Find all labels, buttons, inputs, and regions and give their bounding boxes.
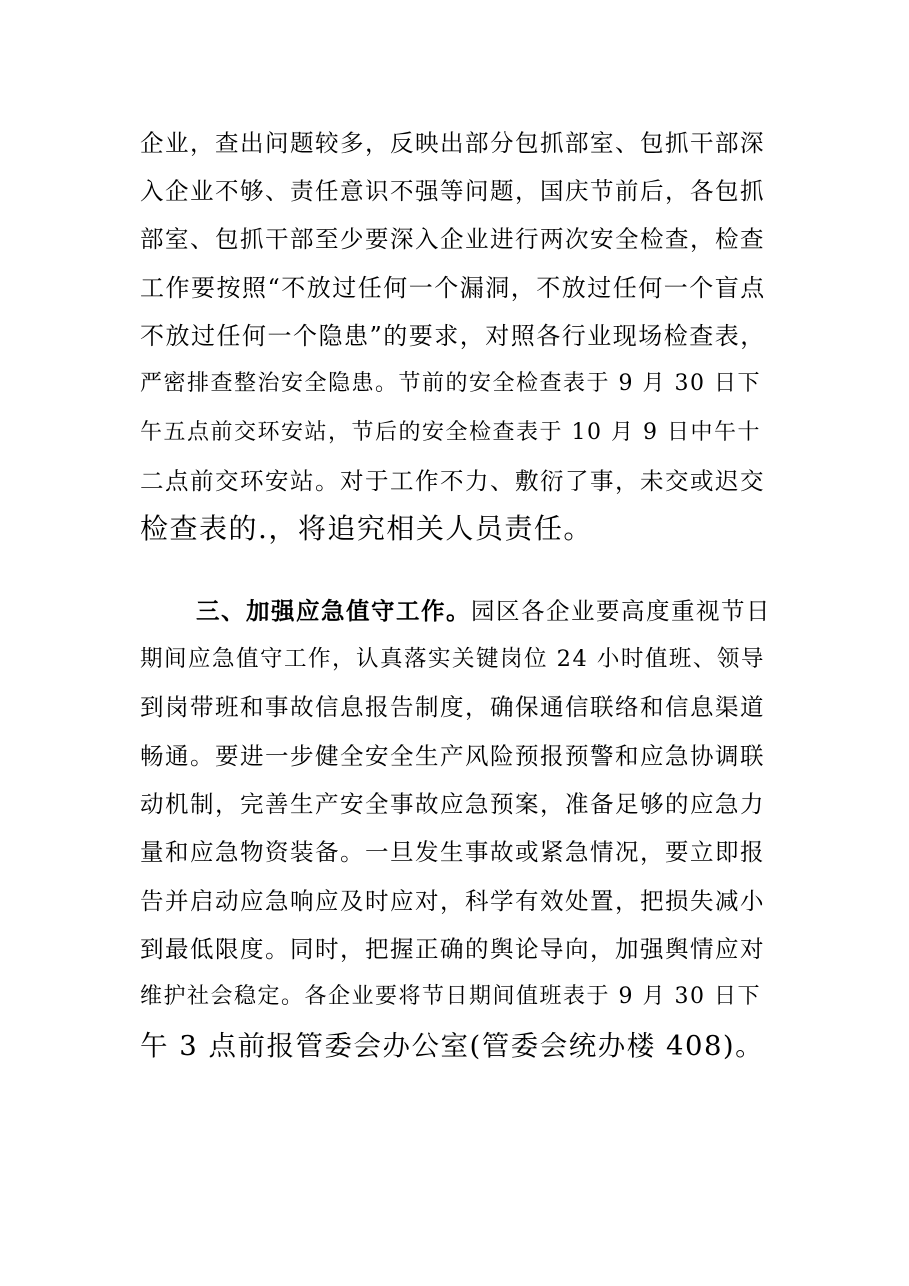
text-line: 量和应急物资装备。一旦发生事故或紧急情况，要立即报 xyxy=(140,838,765,866)
text-line: 告并启动应急响应及时应对，科学有效处置，把损失减小 xyxy=(140,887,765,915)
text-line: 企业，查出问题较多，反映出部分包抓部室、包抓干部深 xyxy=(140,129,765,157)
text-line: 到岗带班和事故信息报告制度，确保通信联络和信息渠道 xyxy=(140,693,765,721)
text-line: 严密排查整治安全隐患。节前的安全检查表于 9 月 30 日下 xyxy=(140,371,761,396)
text-line: 部室、包抓干部至少要深入企业进行两次安全检查，检查 xyxy=(140,225,765,253)
text-line: 入企业不够、责任意识不强等问题，国庆节前后，各包抓 xyxy=(140,177,765,205)
text-line: 动机制，完善生产安全事故应急预案，准备足够的应急力 xyxy=(140,790,765,818)
heading-line-rest: 园区各企业要高度重视节日 xyxy=(471,597,771,625)
text-line: 畅通。要进一步健全安全生产风险预报预警和应急协调联 xyxy=(140,742,765,770)
text-line: 不放过任何一个隐患”的要求，对照各行业现场检查表， xyxy=(140,322,766,350)
text-line: 二点前交环安站。对于工作不力、敷衍了事，未交或迟交 xyxy=(140,467,765,495)
text-line: 午五点前交环安站，节后的安全检查表于 10 月 9 日中午十 xyxy=(140,420,761,445)
text-line: 检查表的.，将追究相关人员责任。 xyxy=(140,512,593,545)
text-line: 期间应急值守工作，认真落实关键岗位 24 小时值班、领导 xyxy=(140,646,765,672)
text-line: 工作要按照“不放过任何一个漏洞，不放过任何一个盲点 xyxy=(140,274,766,302)
text-line: 午 3 点前报管委会办公室(管委会统办楼 408)。 xyxy=(140,1030,765,1062)
heading-line xyxy=(196,591,772,631)
section-heading: 三、加强应急值守工作。 xyxy=(196,597,471,625)
text-line: 维护社会稳定。各企业要将节日期间值班表于 9 月 30 日下 xyxy=(140,984,761,1009)
text-line: 到最低限度。同时，把握正确的舆论导向，加强舆情应对 xyxy=(140,935,765,963)
